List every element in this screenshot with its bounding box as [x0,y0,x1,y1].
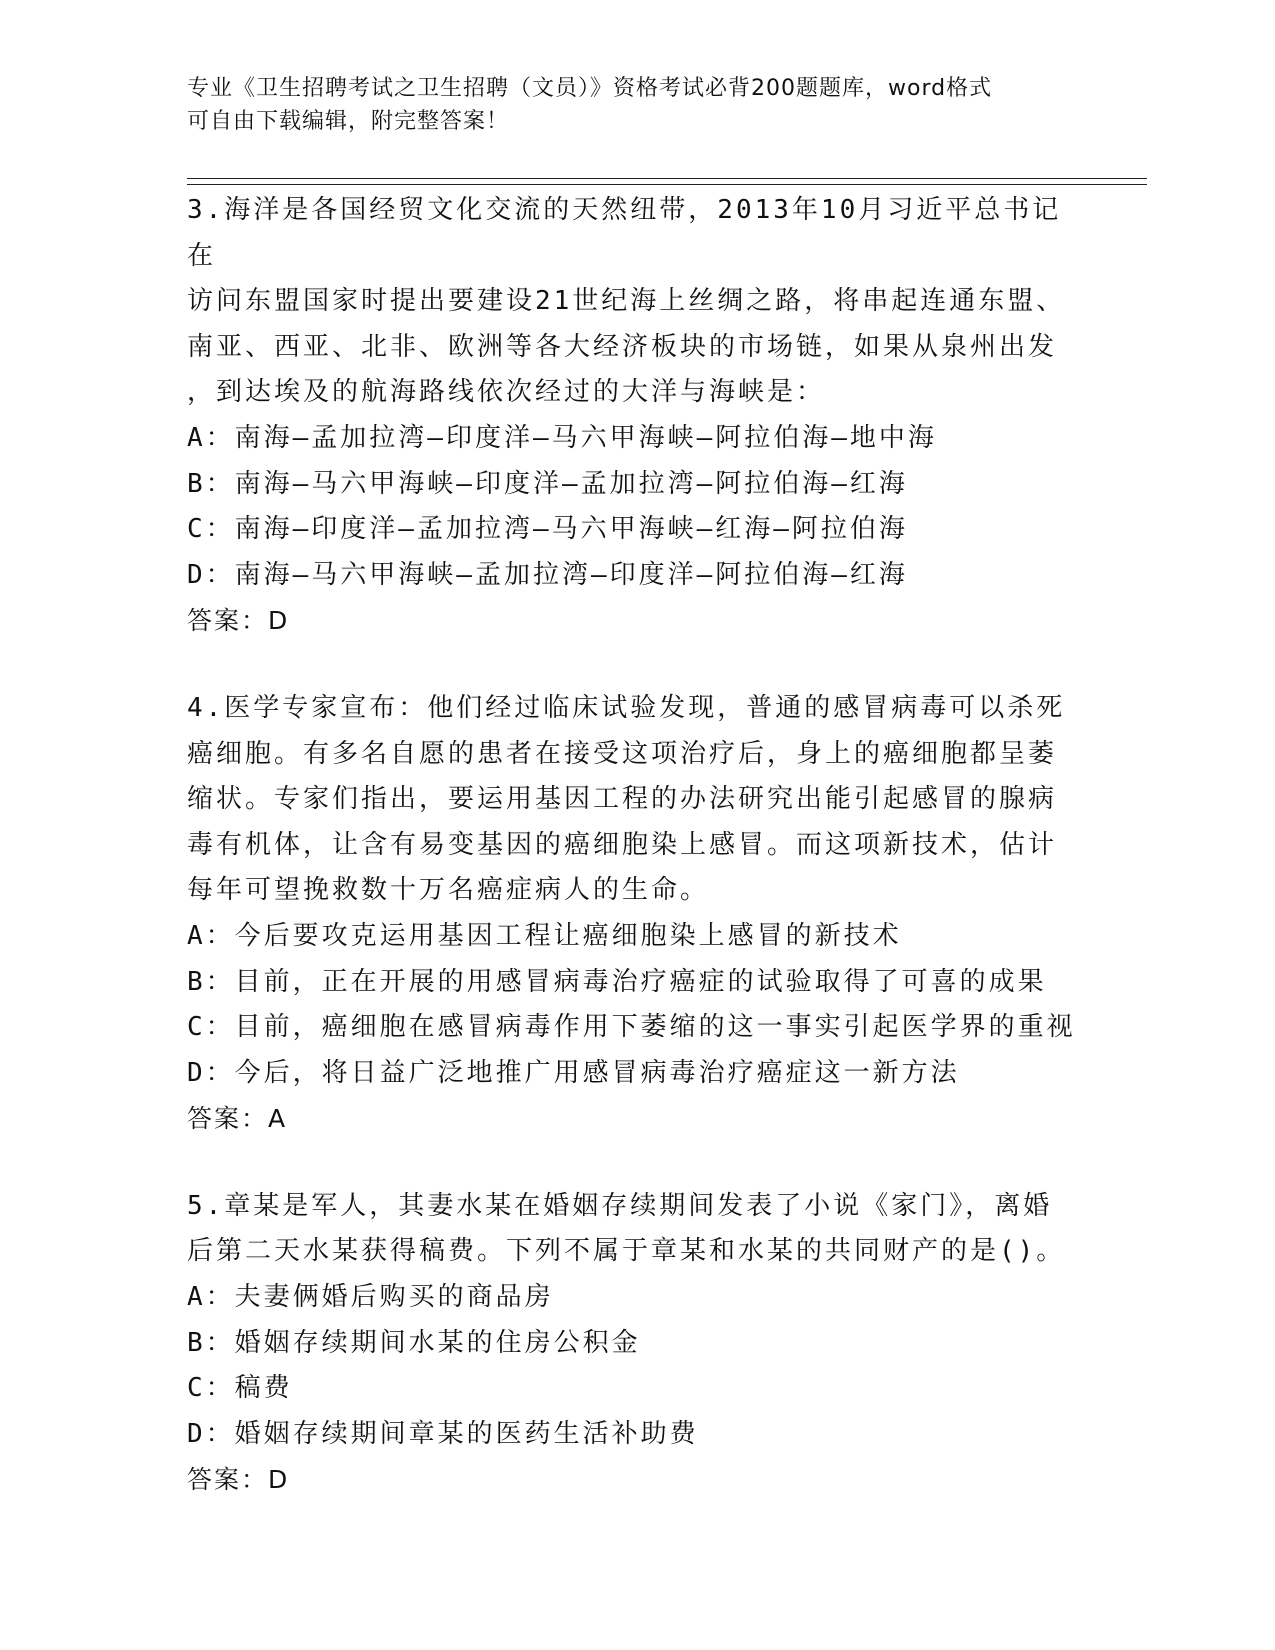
question-stem-line: 后第二天水某获得稿费。下列不属于章某和水某的共同财产的是()。 [187,1236,1066,1267]
question-stem-line: 访问东盟国家时提出要建设21世纪海上丝绸之路，将串起连通东盟、 [187,286,1066,317]
header-line-2: 可自由下载编辑，附完整答案！ [187,109,510,134]
document-header [187,72,1067,138]
question-3 [187,188,1087,644]
option-b: B：目前，正在开展的用感冒病毒治疗癌症的试验取得了可喜的成果 [187,966,1047,997]
option-a: A：今后要攻克运用基因工程让癌细胞染上感冒的新技术 [187,920,902,951]
option-a: A：夫妻俩婚后购买的商品房 [187,1282,554,1313]
question-stem-line: 4.医学专家宣布：他们经过临床试验发现，普通的感冒病毒可以杀死 [187,692,1066,723]
question-stem-line: 南亚、西亚、北非、欧洲等各大经济板块的市场链，如果从泉州出发 [187,331,1058,362]
option-c: C：目前，癌细胞在感冒病毒作用下萎缩的这一事实引起医学界的重视 [187,1012,1076,1043]
question-stem-line: 毒有机体，让含有易变基因的癌细胞染上感冒。而这项新技术，估计 [187,829,1058,860]
option-c: C：稿费 [187,1373,293,1404]
question-stem-line: 3.海洋是各国经贸文化交流的天然纽带，2013年10月习近平总书记在 [187,195,1062,271]
question-4 [187,686,1087,1142]
option-b: B：南海—马六甲海峡—印度洋—孟加拉湾—阿拉伯海—红海 [187,468,908,499]
option-d: D：今后，将日益广泛地推广用感冒病毒治疗癌症这一新方法 [187,1057,960,1088]
option-b: B：婚姻存续期间水某的住房公积金 [187,1327,641,1358]
option-a: A：南海—孟加拉湾—印度洋—马六甲海峡—阿拉伯海—地中海 [187,422,937,453]
option-d: D：南海—马六甲海峡—孟加拉湾—印度洋—阿拉伯海—红海 [187,559,908,590]
question-list [187,188,1087,1545]
header-divider-top [187,178,1147,179]
question-stem-line: 缩状。专家们指出，要运用基因工程的办法研究出能引起感冒的腺病 [187,784,1058,815]
question-5 [187,1184,1087,1503]
answer: 答案：D [187,606,290,636]
answer: 答案：D [187,1465,290,1495]
question-stem-line: ，到达埃及的航海路线依次经过的大洋与海峡是： [187,377,826,408]
header-divider-bottom [187,184,1147,185]
option-c: C：南海—印度洋—孟加拉湾—马六甲海峡—红海—阿拉伯海 [187,514,908,545]
question-stem-line: 癌细胞。有多名自愿的患者在接受这项治疗后，身上的癌细胞都呈萎 [187,738,1058,769]
header-line-1: 专业《卫生招聘考试之卫生招聘（文员）》资格考试必背200题题库，word格式 [187,76,993,101]
answer: 答案：A [187,1104,288,1134]
option-d: D：婚姻存续期间章某的医药生活补助费 [187,1418,699,1449]
question-stem-line: 5.章某是军人，其妻水某在婚姻存续期间发表了小说《家门》，离婚 [187,1190,1053,1221]
question-stem-line: 每年可望挽救数十万名癌症病人的生命。 [187,875,710,906]
